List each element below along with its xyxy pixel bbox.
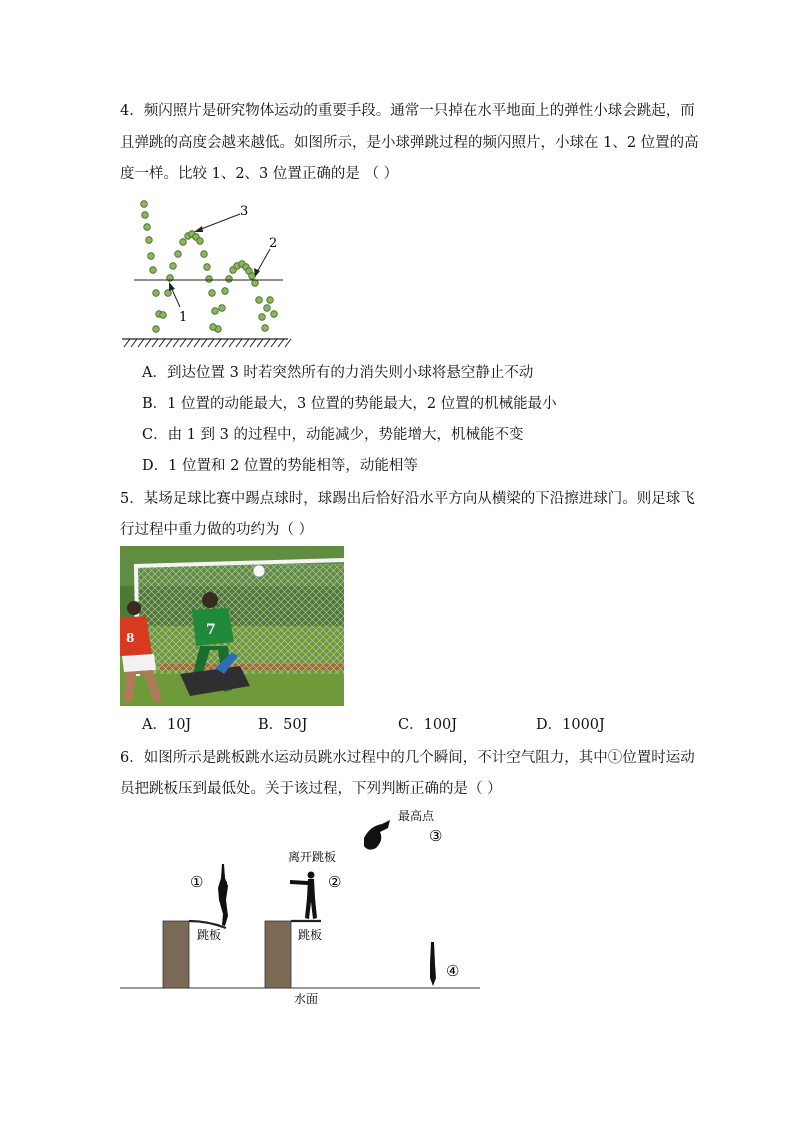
diver-2-body [305, 879, 317, 919]
hatch-line [201, 339, 207, 347]
hatch-line [271, 339, 277, 347]
diver-2-head [308, 872, 315, 879]
board-2-label: 跳板 [298, 928, 323, 942]
hatch-line [166, 339, 172, 347]
board-1-label: 跳板 [197, 928, 222, 942]
ball-image [206, 276, 213, 283]
q5-option-b: B．50J [258, 717, 308, 733]
ball-image [170, 263, 177, 270]
springboard-1-bent [189, 921, 226, 928]
q5-line-2: 行过程中重力做的功约为（ ） [120, 522, 314, 538]
red-player-shorts [122, 654, 156, 672]
q4-line-1: 4．频闪照片是研究物体运动的重要手段。通常一只掉在水平地面上的弹性小球会跳起，而 [120, 103, 695, 119]
ball-image [226, 276, 233, 283]
hatch-line [236, 339, 242, 347]
pos-2-label: ② [328, 873, 342, 891]
platform-1 [163, 921, 189, 988]
ball-image [165, 290, 172, 297]
pos-1-label: ① [190, 873, 204, 891]
ground-hatching [124, 339, 291, 347]
q4-option-b: B．1 位置的动能最大，3 位置的势能最大，2 位置的机械能最小 [142, 396, 557, 412]
ball-image [256, 297, 263, 304]
diver-1 [218, 864, 228, 926]
hatch-line [257, 339, 263, 347]
diver-2-arms [290, 880, 308, 885]
diver-1-head [221, 880, 227, 886]
label-2: 2 [269, 236, 278, 251]
ball-image [197, 238, 204, 245]
leave-board-label: 离开跳板 [288, 850, 337, 864]
goal-net [134, 564, 344, 674]
soccer-ball [253, 565, 265, 577]
q5-option-d: D．1000J [536, 717, 605, 733]
hatch-line [138, 339, 144, 347]
pos-3-label: ③ [429, 827, 443, 845]
ball-images [141, 201, 278, 333]
hatch-line [264, 339, 270, 347]
highest-point-label: 最高点 [398, 809, 435, 823]
green-jersey-number: 7 [206, 622, 216, 638]
q5-option-a: A．10J [142, 717, 192, 733]
hatch-line [173, 339, 179, 347]
arrowhead-1 [169, 282, 175, 291]
bouncing-ball-figure [118, 194, 293, 354]
hatch-line [250, 339, 256, 347]
ball-image [141, 201, 148, 208]
diver-3 [364, 820, 390, 850]
ball-image [150, 267, 157, 274]
q4-line-3: 度一样。比较 1、2、3 位置正确的是 （ ） [120, 166, 399, 182]
q4-line-2: 且弹跳的高度会越来越低。如图所示，是小球弹跳过程的频闪照片，小球在 1、2 位置的高 [120, 135, 699, 151]
hatch-line [124, 339, 130, 347]
hatch-line [208, 339, 214, 347]
hatch-line [229, 339, 235, 347]
hatch-line [278, 339, 284, 347]
water-label: 水面 [294, 992, 319, 1006]
q4-option-c: C．由 1 到 3 的过程中，动能减少，势能增大，机械能不变 [142, 427, 524, 443]
arrowhead-3 [194, 226, 203, 232]
green-player-head [202, 592, 218, 608]
ball-image [160, 312, 167, 319]
ball-image [212, 308, 219, 315]
ball-image [252, 280, 259, 287]
hatch-line [180, 339, 186, 347]
hatch-line [187, 339, 193, 347]
ball-image [264, 305, 271, 312]
ball-image [146, 237, 153, 244]
ball-image [210, 324, 217, 331]
hatch-line [145, 339, 151, 347]
platform-2 [265, 921, 291, 988]
ball-image [153, 290, 160, 297]
arrow-3 [196, 214, 240, 231]
ball-image [271, 311, 278, 318]
q6-line-2: 员把跳板压到最低处。关于该过程，下列判断正确的是（ ） [120, 781, 502, 797]
hatch-line [194, 339, 200, 347]
ball-image [262, 325, 269, 332]
diving-figure [118, 808, 488, 1008]
ball-image [209, 290, 216, 297]
penalty-kick-photo [120, 546, 344, 706]
label-3: 3 [240, 204, 249, 219]
ball-image [249, 273, 256, 280]
ball-image [219, 305, 226, 312]
ball-image [153, 326, 160, 333]
q5-option-c: C．100J [398, 717, 458, 733]
ball-image [259, 314, 266, 321]
ball-image [222, 288, 229, 295]
ball-image [180, 239, 187, 246]
hatch-line [131, 339, 137, 347]
ball-image [201, 251, 208, 258]
red-jersey-number: 8 [126, 631, 135, 645]
ball-image [175, 251, 182, 258]
hatch-line [152, 339, 158, 347]
q4-option-a: A．到达位置 3 时若突然所有的力消失则小球将悬空静止不动 [142, 365, 534, 381]
hatch-line [159, 339, 165, 347]
pos-4-label: ④ [446, 962, 460, 980]
q5-line-1: 5．某场足球比赛中踢点球时，球踢出后恰好沿水平方向从横梁的下沿擦进球门。则足球飞 [120, 491, 695, 507]
label-1: 1 [179, 310, 188, 325]
hatch-line [243, 339, 249, 347]
diver-4 [430, 942, 436, 986]
red-player-head [127, 601, 141, 615]
q6-line-1: 6．如图所示是跳板跳水运动员跳水过程中的几个瞬间，不计空气阻力，其中①位置时运动 [120, 750, 695, 766]
hatch-line [285, 339, 291, 347]
ball-image [267, 297, 274, 304]
hatch-line [222, 339, 228, 347]
ball-image [204, 264, 211, 271]
ball-image [142, 212, 149, 219]
hatch-line [215, 339, 221, 347]
ball-image [144, 224, 151, 231]
ball-image [148, 253, 155, 260]
q4-option-d: D．1 位置和 2 位置的势能相等，动能相等 [142, 458, 418, 474]
